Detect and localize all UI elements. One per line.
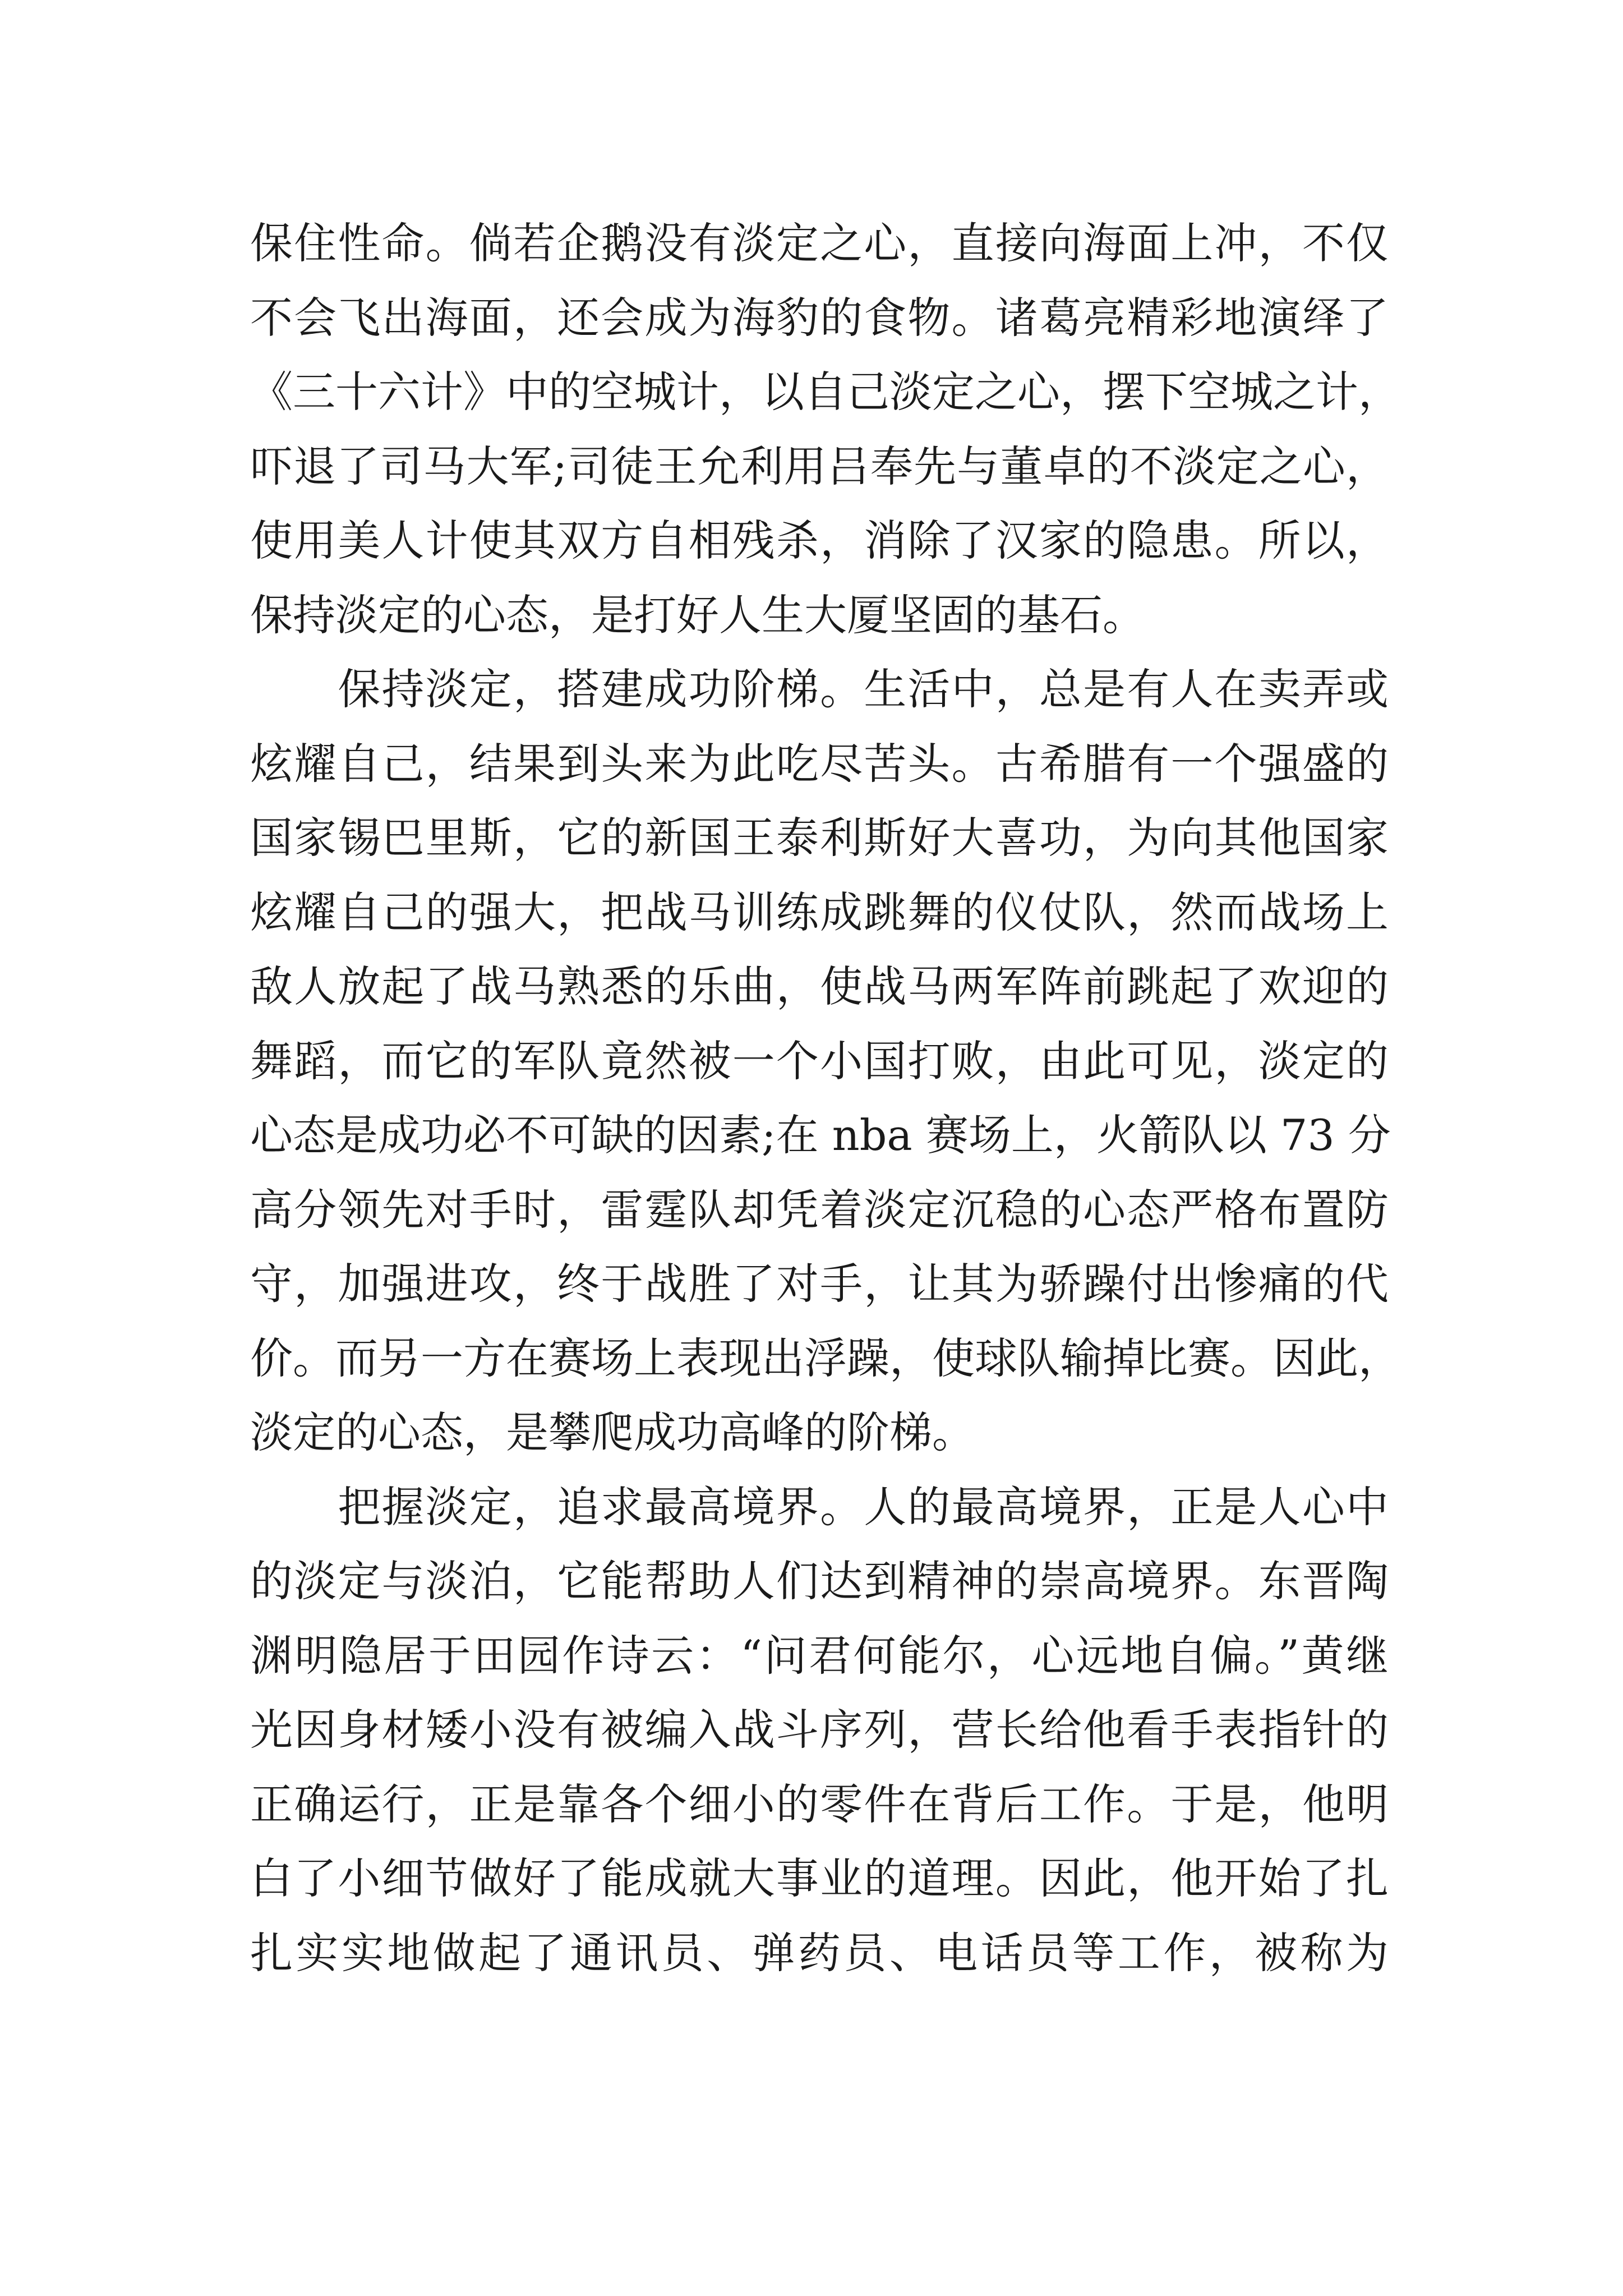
paragraph-2-line-6: 舞蹈，而它的军队竟然被一个小国打败，由此可见，淡定的 [250,1036,1389,1086]
paragraph-2-line-2: 炫耀自己，结果到头来为此吃尽苦头。古希腊有一个强盛的 [250,738,1389,789]
paragraph-1-line-1: 保住性命。倘若企鹅没有淡定之心，直接向海面上冲，不仅 [250,218,1389,268]
paragraph-3-line-6: 白了小细节做好了能成就大事业的道理。因此，他开始了扎 [250,1853,1389,1903]
paragraph-2-line-7: 心态是成功必不可缺的因素;在 nba 赛场上，火箭队以 73 分 [250,1110,1391,1160]
paragraph-1-line-6: 保持淡定的心态，是打好人生大厦坚固的基石。 [250,590,1145,640]
paragraph-2-line-11: 淡定的心态，是攀爬成功高峰的阶梯。 [250,1407,975,1457]
paragraph-2-line-5: 敌人放起了战马熟悉的乐曲，使战马两军阵前跳起了欢迎的 [250,961,1389,1011]
paragraph-3-line-3: 渊明隐居于田园作诗云：“问君何能尔，心远地自偏。”黄继 [250,1630,1389,1681]
paragraph-1-line-3: 《三十六计》中的空城计，以自己淡定之心，摆下空城之计， [250,367,1401,417]
paragraph-1-line-2: 不会飞出海面，还会成为海豹的食物。诸葛亮精彩地演绎了 [250,292,1389,343]
paragraph-3-line-2: 的淡定与淡泊，它能帮助人们达到精神的崇高境界。东晋陶 [250,1556,1389,1606]
paragraph-2-line-9: 守，加强进攻，终于战胜了对手，让其为骄躁付出惨痛的代 [250,1259,1389,1309]
paragraph-1-line-5: 使用美人计使其双方自相残杀，消除了汉家的隐患。所以， [250,516,1389,565]
paragraph-3-line-1: 把握淡定，追求最高境界。人的最高境界，正是人心中 [250,1481,1389,1532]
paragraph-2-line-10: 价。而另一方在赛场上表现出浮躁，使球队输掉比赛。因此， [250,1333,1401,1383]
paragraph-2-line-8: 高分领先对手时，雷霆队却凭着淡定沉稳的心态严格布置防 [250,1184,1389,1235]
paragraph-3-line-4: 光因身材矮小没有被编入战斗序列，营长给他看手表指针的 [250,1705,1389,1755]
paragraph-2-line-3: 国家锡巴里斯，它的新国王泰利斯好大喜功，为向其他国家 [250,813,1389,863]
paragraph-3-line-5: 正确运行，正是靠各个细小的零件在背后工作。于是，他明 [250,1779,1389,1829]
paragraph-1-line-4: 吓退了司马大军;司徒王允利用吕奉先与董卓的不淡定之心， [250,441,1389,491]
paragraph-3-line-7: 扎实实地做起了通讯员、弹药员、电话员等工作，被称为 [250,1927,1389,1978]
paragraph-2-line-1: 保持淡定，搭建成功阶梯。生活中，总是有人在卖弄或 [250,664,1389,714]
essay-body [250,206,1401,1990]
paragraph-2-line-4: 炫耀自己的强大，把战马训练成跳舞的仪仗队，然而战场上 [250,887,1389,937]
